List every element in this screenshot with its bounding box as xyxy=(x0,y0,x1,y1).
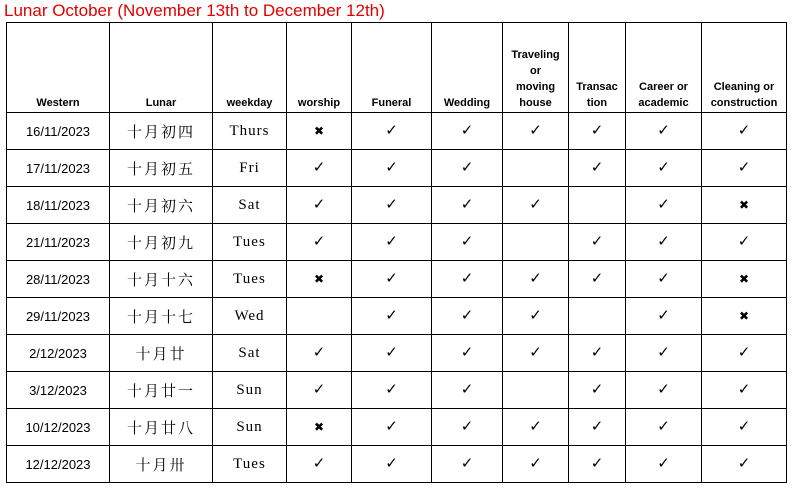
check-icon: ✓ xyxy=(529,121,542,139)
worship-cell xyxy=(287,372,352,409)
column-header-text: tion xyxy=(586,97,608,109)
transaction-cell xyxy=(569,409,626,446)
lunar-date-cell: 十月初四 xyxy=(110,113,213,150)
cleaning-construction-cell xyxy=(702,409,787,446)
western-date-cell: 21/11/2023 xyxy=(7,224,110,261)
check-icon: ✓ xyxy=(460,121,474,139)
column-header-text: moving xyxy=(515,81,556,93)
lunar-date-cell: 十月初五 xyxy=(110,150,213,187)
column-header-western xyxy=(7,23,110,113)
career-academic-cell xyxy=(626,335,702,372)
transaction-cell xyxy=(569,298,626,335)
weekday-cell: Tues xyxy=(213,446,287,483)
check-icon: ✓ xyxy=(529,454,542,472)
check-icon: ✓ xyxy=(529,417,542,435)
table-row xyxy=(7,298,787,335)
check-icon: ✓ xyxy=(385,269,398,287)
check-icon: ✓ xyxy=(737,454,751,472)
check-icon: ✓ xyxy=(312,158,326,176)
cleaning-construction-cell xyxy=(702,446,787,483)
funeral-cell xyxy=(352,224,432,261)
traveling-moving-cell xyxy=(503,446,569,483)
table-row xyxy=(7,150,787,187)
weekday-cell: Thurs xyxy=(213,113,287,150)
table-row xyxy=(7,409,787,446)
traveling-moving-cell xyxy=(503,298,569,335)
worship-cell xyxy=(287,224,352,261)
western-date-cell: 17/11/2023 xyxy=(7,150,110,187)
check-icon: ✓ xyxy=(385,121,398,139)
column-header-weekday xyxy=(213,23,287,113)
traveling-moving-cell xyxy=(503,224,569,261)
weekday-cell: Fri xyxy=(213,150,287,187)
traveling-moving-cell xyxy=(503,187,569,224)
table-row xyxy=(7,224,787,261)
lunar-date-cell: 十月初九 xyxy=(110,224,213,261)
check-icon: ✓ xyxy=(312,232,326,250)
transaction-cell xyxy=(569,446,626,483)
western-date-cell: 2/12/2023 xyxy=(7,335,110,372)
check-icon: ✓ xyxy=(460,343,474,361)
funeral-cell xyxy=(352,187,432,224)
transaction-cell xyxy=(569,187,626,224)
cleaning-construction-cell xyxy=(702,224,787,261)
page-title: Lunar October (November 13th to December 12th) xyxy=(4,1,385,20)
lunar-date-cell: 十月十六 xyxy=(110,261,213,298)
check-icon: ✓ xyxy=(385,417,398,435)
check-icon: ✓ xyxy=(529,269,542,287)
transaction-cell xyxy=(569,261,626,298)
wedding-cell xyxy=(432,409,503,446)
check-icon: ✓ xyxy=(385,306,398,324)
worship-cell xyxy=(287,187,352,224)
check-icon: ✓ xyxy=(385,195,398,213)
worship-cell xyxy=(287,150,352,187)
weekday-cell: Sun xyxy=(213,409,287,446)
wedding-cell xyxy=(432,224,503,261)
traveling-moving-cell xyxy=(503,150,569,187)
check-icon: ✓ xyxy=(590,454,604,472)
traveling-moving-cell xyxy=(503,261,569,298)
cross-icon: ✖ xyxy=(313,272,325,286)
check-icon: ✓ xyxy=(590,269,604,287)
career-academic-cell xyxy=(626,446,702,483)
funeral-cell xyxy=(352,298,432,335)
column-header-cleaning-construction xyxy=(702,23,787,113)
check-icon: ✓ xyxy=(590,121,604,139)
check-icon: ✓ xyxy=(590,417,604,435)
worship-cell xyxy=(287,298,352,335)
check-icon: ✓ xyxy=(385,380,398,398)
check-icon: ✓ xyxy=(737,158,751,176)
lunar-date-cell: 十月十七 xyxy=(110,298,213,335)
check-icon: ✓ xyxy=(385,158,398,176)
check-icon: ✓ xyxy=(590,380,604,398)
check-icon: ✓ xyxy=(590,158,604,176)
lunar-date-cell: 十月廿 xyxy=(110,335,213,372)
check-icon: ✓ xyxy=(657,454,670,472)
check-icon: ✓ xyxy=(657,195,670,213)
wedding-cell xyxy=(432,335,503,372)
wedding-cell xyxy=(432,261,503,298)
column-header-text: academic xyxy=(638,97,689,109)
check-icon: ✓ xyxy=(590,232,604,250)
column-header-text: construction xyxy=(710,97,778,109)
check-icon: ✓ xyxy=(737,121,751,139)
western-date-cell: 3/12/2023 xyxy=(7,372,110,409)
table-body xyxy=(7,113,787,483)
cleaning-construction-cell xyxy=(702,298,787,335)
column-header-lunar xyxy=(110,23,213,113)
check-icon: ✓ xyxy=(737,417,751,435)
cleaning-construction-cell xyxy=(702,372,787,409)
column-header-text: Funeral xyxy=(371,97,412,109)
western-date-cell: 16/11/2023 xyxy=(7,113,110,150)
career-academic-cell xyxy=(626,409,702,446)
column-header-text: Western xyxy=(36,97,80,109)
check-icon: ✓ xyxy=(312,195,326,213)
check-icon: ✓ xyxy=(460,195,474,213)
cleaning-construction-cell xyxy=(702,335,787,372)
column-header-text: Traveling xyxy=(511,49,560,61)
transaction-cell xyxy=(569,372,626,409)
check-icon: ✓ xyxy=(460,306,474,324)
lunar-date-cell: 十月廿一 xyxy=(110,372,213,409)
western-date-cell: 12/12/2023 xyxy=(7,446,110,483)
check-icon: ✓ xyxy=(657,121,670,139)
table-row xyxy=(7,335,787,372)
check-icon: ✓ xyxy=(460,454,474,472)
cross-icon: ✖ xyxy=(738,309,750,323)
check-icon: ✓ xyxy=(529,306,542,324)
check-icon: ✓ xyxy=(460,232,474,250)
wedding-cell xyxy=(432,150,503,187)
funeral-cell xyxy=(352,261,432,298)
weekday-cell: Sat xyxy=(213,187,287,224)
wedding-cell xyxy=(432,298,503,335)
column-header-traveling-moving xyxy=(503,23,569,113)
transaction-cell xyxy=(569,113,626,150)
funeral-cell xyxy=(352,372,432,409)
wedding-cell xyxy=(432,372,503,409)
check-icon: ✓ xyxy=(657,158,670,176)
table-row xyxy=(7,187,787,224)
check-icon: ✓ xyxy=(460,417,474,435)
worship-cell xyxy=(287,446,352,483)
table-row xyxy=(7,372,787,409)
table-row xyxy=(7,113,787,150)
cross-icon: ✖ xyxy=(313,420,325,434)
check-icon: ✓ xyxy=(385,454,398,472)
worship-cell xyxy=(287,409,352,446)
check-icon: ✓ xyxy=(460,158,474,176)
check-icon: ✓ xyxy=(312,343,326,361)
column-header-worship xyxy=(287,23,352,113)
traveling-moving-cell xyxy=(503,372,569,409)
cleaning-construction-cell xyxy=(702,187,787,224)
check-icon: ✓ xyxy=(657,269,670,287)
career-academic-cell xyxy=(626,187,702,224)
check-icon: ✓ xyxy=(529,195,542,213)
column-header-funeral xyxy=(352,23,432,113)
funeral-cell xyxy=(352,335,432,372)
column-header-text: weekday xyxy=(226,97,273,109)
transaction-cell xyxy=(569,335,626,372)
column-header-transaction xyxy=(569,23,626,113)
traveling-moving-cell xyxy=(503,335,569,372)
header-row xyxy=(7,23,787,113)
traveling-moving-cell xyxy=(503,409,569,446)
cross-icon: ✖ xyxy=(738,272,750,286)
career-academic-cell xyxy=(626,261,702,298)
wedding-cell xyxy=(432,446,503,483)
cross-icon: ✖ xyxy=(313,124,325,138)
check-icon: ✓ xyxy=(657,232,670,250)
check-icon: ✓ xyxy=(737,380,751,398)
check-icon: ✓ xyxy=(737,232,751,250)
weekday-cell: Sat xyxy=(213,335,287,372)
column-header-wedding xyxy=(432,23,503,113)
western-date-cell: 10/12/2023 xyxy=(7,409,110,446)
auspicious-days-table xyxy=(6,22,787,483)
column-header-text: Transac xyxy=(576,81,618,93)
column-header-text: or xyxy=(530,65,541,77)
check-icon: ✓ xyxy=(737,343,751,361)
check-icon: ✓ xyxy=(657,306,670,324)
funeral-cell xyxy=(352,113,432,150)
check-icon: ✓ xyxy=(657,417,670,435)
check-icon: ✓ xyxy=(590,343,604,361)
column-header-text: house xyxy=(519,97,552,109)
lunar-date-cell: 十月初六 xyxy=(110,187,213,224)
check-icon: ✓ xyxy=(529,343,542,361)
career-academic-cell xyxy=(626,150,702,187)
column-header-text: Career or xyxy=(639,81,688,93)
western-date-cell: 28/11/2023 xyxy=(7,261,110,298)
lunar-date-cell: 十月廿八 xyxy=(110,409,213,446)
lunar-date-cell: 十月卅 xyxy=(110,446,213,483)
table-row xyxy=(7,446,787,483)
check-icon: ✓ xyxy=(312,454,326,472)
column-header-text: Lunar xyxy=(145,97,177,109)
worship-cell xyxy=(287,335,352,372)
cleaning-construction-cell xyxy=(702,150,787,187)
funeral-cell xyxy=(352,409,432,446)
wedding-cell xyxy=(432,187,503,224)
career-academic-cell xyxy=(626,224,702,261)
check-icon: ✓ xyxy=(312,380,326,398)
column-header-text: Cleaning or xyxy=(713,81,775,93)
weekday-cell: Tues xyxy=(213,224,287,261)
table-row xyxy=(7,261,787,298)
transaction-cell xyxy=(569,150,626,187)
worship-cell xyxy=(287,113,352,150)
check-icon: ✓ xyxy=(460,380,474,398)
career-academic-cell xyxy=(626,113,702,150)
check-icon: ✓ xyxy=(657,343,670,361)
funeral-cell xyxy=(352,150,432,187)
check-icon: ✓ xyxy=(385,343,398,361)
transaction-cell xyxy=(569,224,626,261)
weekday-cell: Wed xyxy=(213,298,287,335)
weekday-cell: Sun xyxy=(213,372,287,409)
check-icon: ✓ xyxy=(460,269,474,287)
worship-cell xyxy=(287,261,352,298)
western-date-cell: 29/11/2023 xyxy=(7,298,110,335)
cleaning-construction-cell xyxy=(702,113,787,150)
column-header-text: worship xyxy=(297,97,341,109)
career-academic-cell xyxy=(626,298,702,335)
check-icon: ✓ xyxy=(657,380,670,398)
cross-icon: ✖ xyxy=(738,198,750,212)
traveling-moving-cell xyxy=(503,113,569,150)
career-academic-cell xyxy=(626,372,702,409)
funeral-cell xyxy=(352,446,432,483)
column-header-career-academic xyxy=(626,23,702,113)
western-date-cell: 18/11/2023 xyxy=(7,187,110,224)
check-icon: ✓ xyxy=(385,232,398,250)
cleaning-construction-cell xyxy=(702,261,787,298)
weekday-cell: Tues xyxy=(213,261,287,298)
wedding-cell xyxy=(432,113,503,150)
column-header-text: Wedding xyxy=(443,97,491,109)
